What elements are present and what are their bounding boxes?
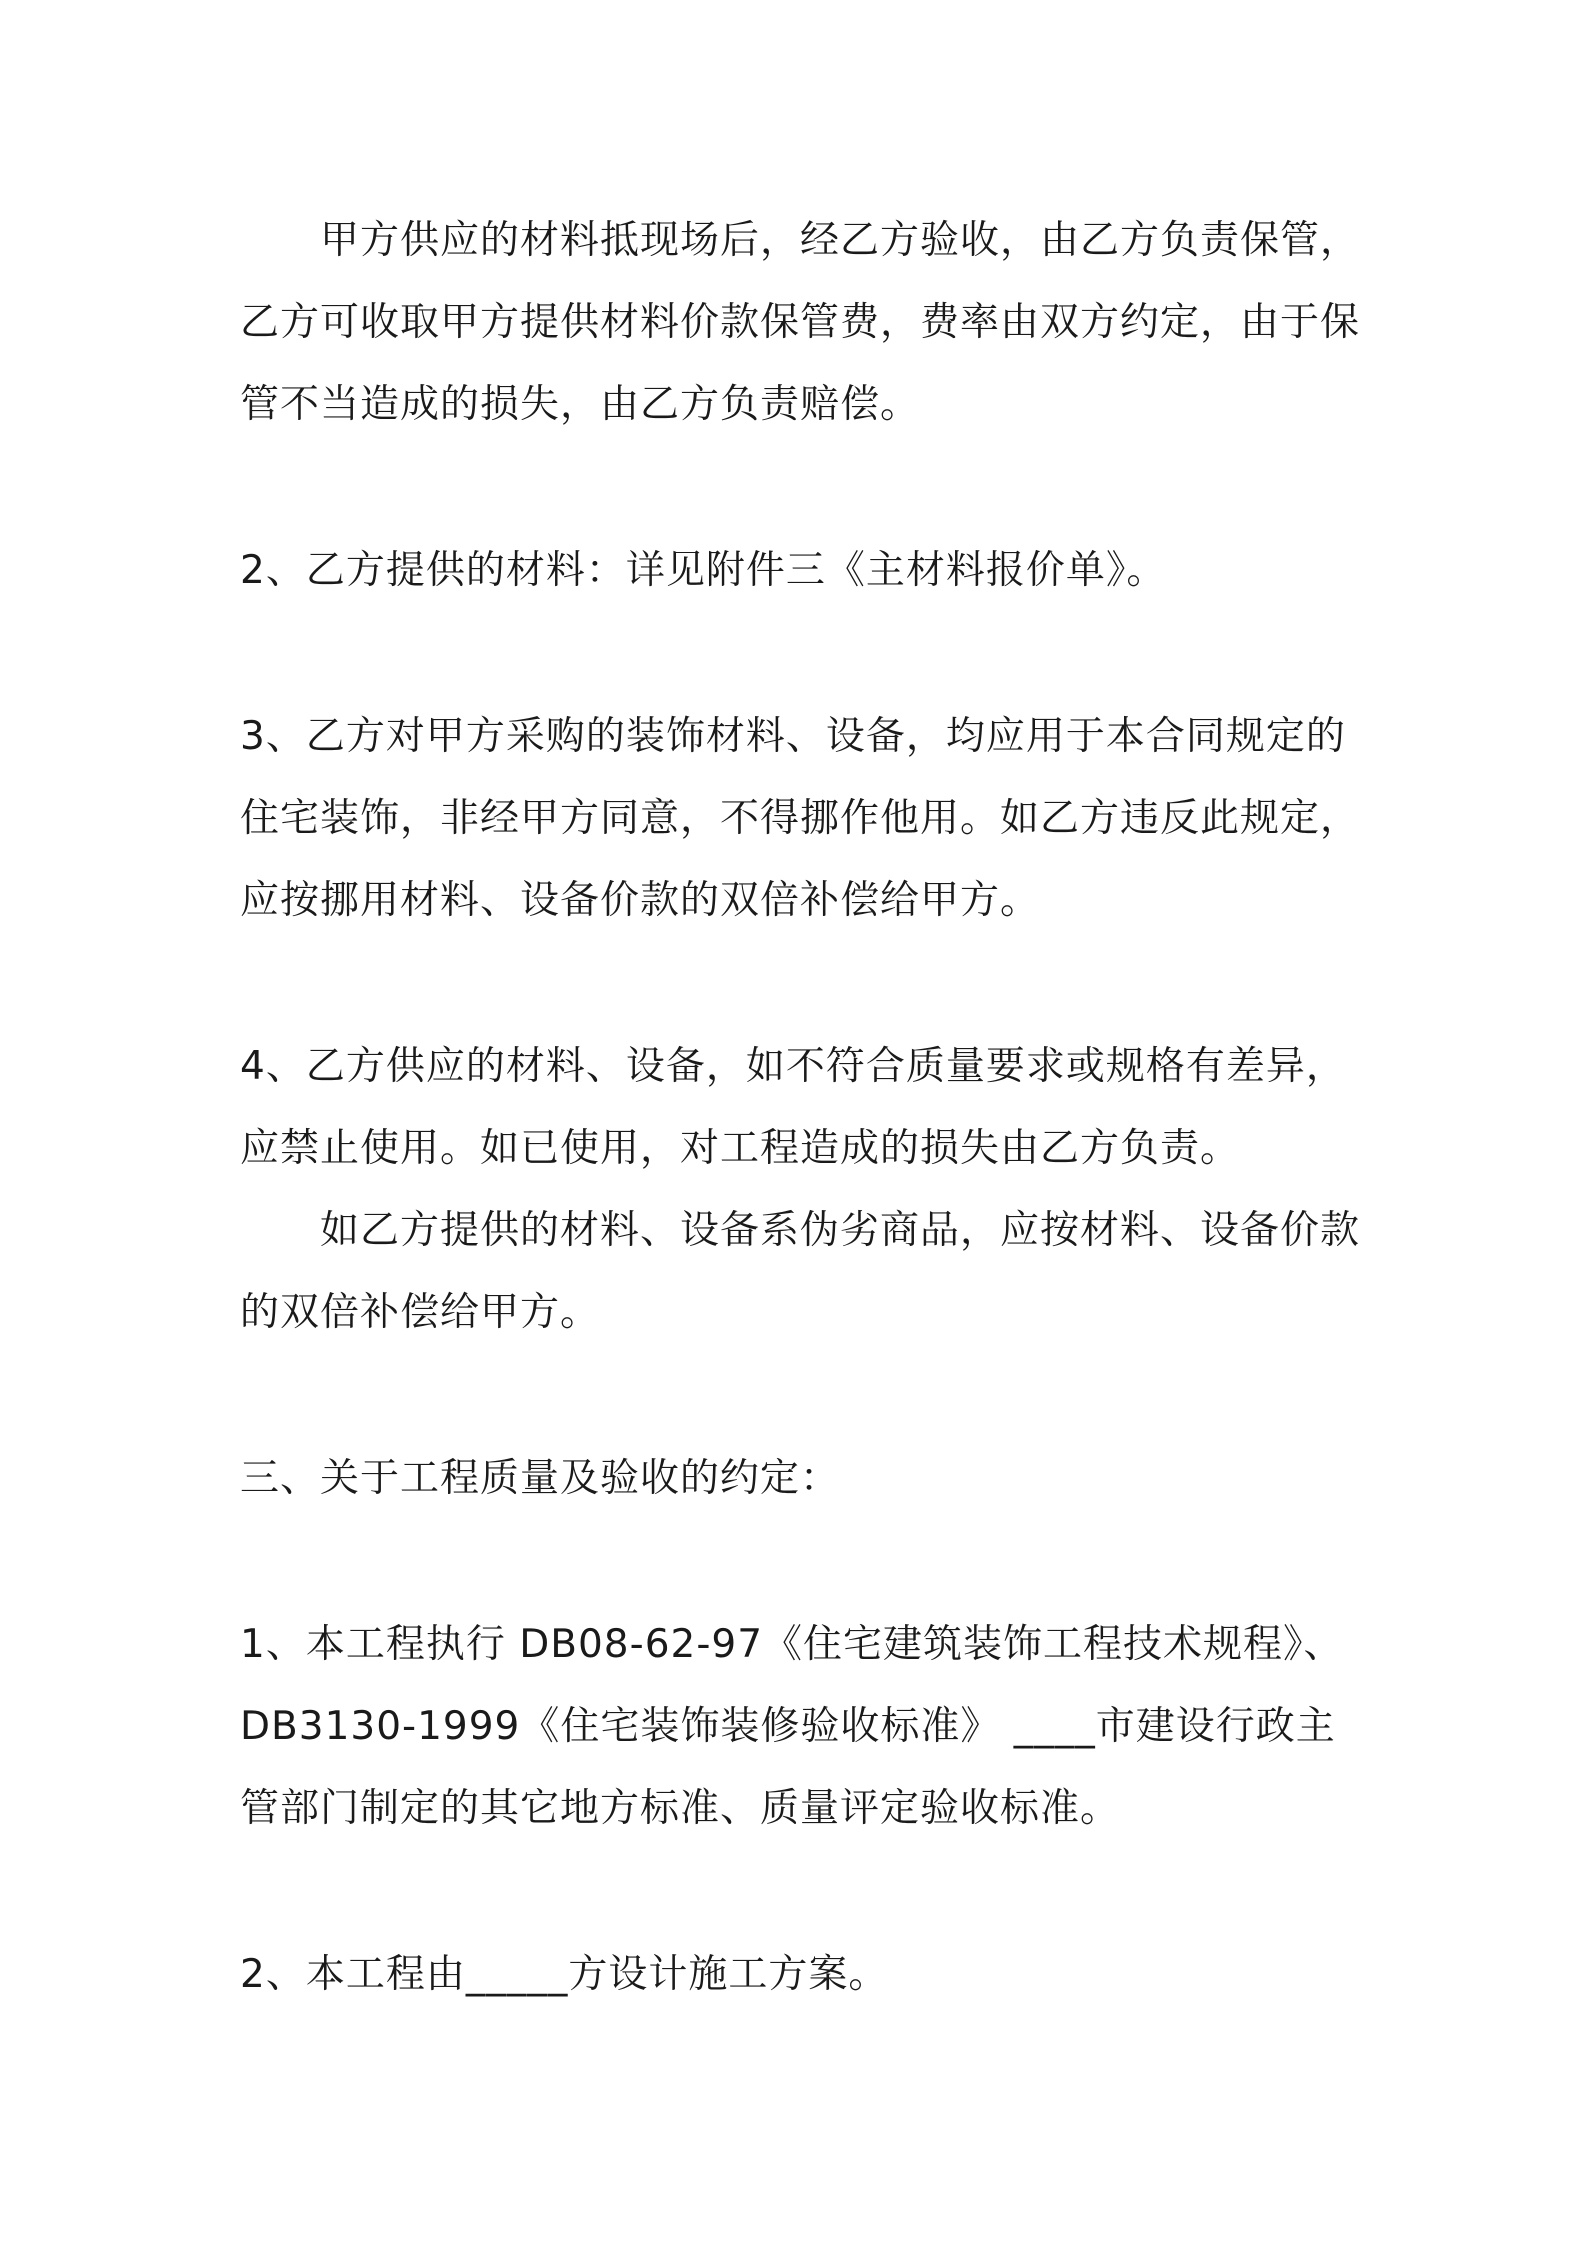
section-heading-quality-acceptance: 三、关于工程质量及验收的约定： (240, 1456, 841, 1501)
document-body (240, 200, 1360, 2016)
paragraph-spacer (240, 612, 1360, 696)
paragraph-spacer (240, 1850, 1360, 1934)
paragraph-clause-2-design: 2、本工程由_____方设计施工方案。 (240, 1952, 889, 1997)
paragraph-clause-2-materials: 2、乙方提供的材料：详见附件三《主材料报价单》。 (240, 548, 1167, 593)
paragraph-clause-1-standards: 1、本工程执行 DB08-62-97《住宅建筑装饰工程技术规程》、DB3130-1999《住宅装饰装修验收标准》 ____市建设行政主管部门制定的其它地方标准、质量评定验收标准。 (240, 1622, 1344, 1831)
paragraph-material-custody: 甲方供应的材料抵现场后，经乙方验收，由乙方负责保管，乙方可收取甲方提供材料价款保管费，费率由双方约定，由于保管不当造成的损失，由乙方负责赔偿。 (240, 218, 1361, 427)
paragraph-spacer (240, 1354, 1360, 1438)
paragraph-spacer (240, 942, 1360, 1026)
paragraph-spacer (240, 1520, 1360, 1604)
paragraph-counterfeit-compensation: 如乙方提供的材料、设备系伪劣商品，应按材料、设备价款的双倍补偿给甲方。 (240, 1208, 1361, 1335)
paragraph-clause-3-usage: 3、乙方对甲方采购的装饰材料、设备，均应用于本合同规定的住宅装饰，非经甲方同意，不得挪作他用。如乙方违反此规定，应按挪用材料、设备价款的双倍补偿给甲方。 (240, 714, 1361, 923)
paragraph-spacer (240, 446, 1360, 530)
paragraph-clause-4-quality: 4、乙方供应的材料、设备，如不符合质量要求或规格有差异，应禁止使用。如已使用，对工程造成的损失由乙方负责。 (240, 1044, 1346, 1171)
